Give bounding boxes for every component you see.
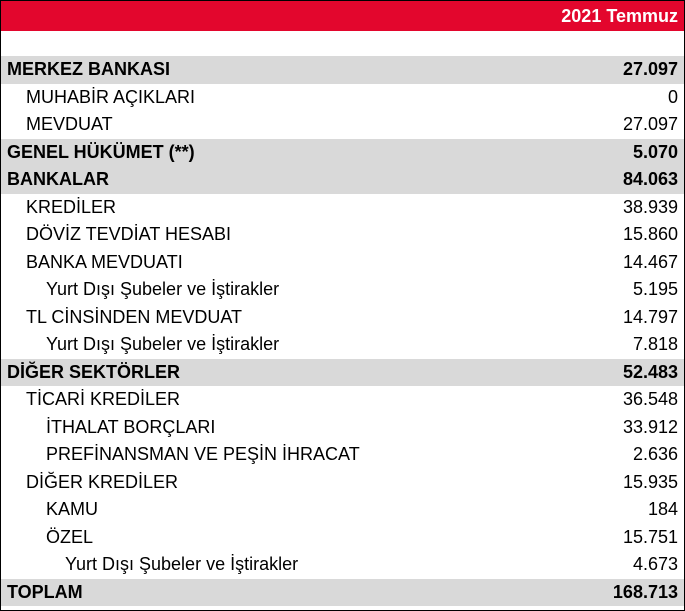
row-genel-hukumet xyxy=(1,139,684,167)
row-value: 33.912 xyxy=(622,416,678,437)
row-label: Yurt Dışı Şubeler ve İştirakler xyxy=(46,334,280,355)
row-label: KREDİLER xyxy=(26,196,117,217)
row-label: PREFİNANSMAN VE PEŞİN İHRACAT xyxy=(46,444,360,465)
period-label: 2021 Temmuz xyxy=(561,5,678,26)
row-value: 5.195 xyxy=(632,279,678,300)
row-label: BANKA MEVDUATI xyxy=(26,251,183,272)
row-mevduat xyxy=(1,111,684,139)
row-value: 7.818 xyxy=(632,334,678,355)
row-ozel xyxy=(1,524,684,552)
row-value: 0 xyxy=(667,86,678,107)
row-label: Yurt Dışı Şubeler ve İştirakler xyxy=(46,279,280,300)
row-doviz-tevdiat xyxy=(1,221,684,249)
row-bankalar xyxy=(1,166,684,194)
row-ticari-krediler xyxy=(1,386,684,414)
row-value: 15.860 xyxy=(622,224,678,245)
row-tl-cinsinden-mevduat xyxy=(1,304,684,332)
row-value: 38.939 xyxy=(622,196,678,217)
row-toplam xyxy=(1,579,684,607)
row-label: DİĞER KREDİLER xyxy=(26,471,179,492)
row-label: ÖZEL xyxy=(46,526,94,547)
row-yurt-disi-subeler xyxy=(1,331,684,359)
row-yurt-disi-subeler xyxy=(1,551,684,579)
row-muhabir-aciklari xyxy=(1,84,684,112)
row-label: MEVDUAT xyxy=(26,114,113,135)
row-value: 15.751 xyxy=(622,526,678,547)
row-value: 15.935 xyxy=(622,471,678,492)
row-value: 27.097 xyxy=(622,59,678,80)
row-value: 184 xyxy=(647,499,678,520)
row-merkez-bankasi xyxy=(1,56,684,84)
row-diger-sektorler xyxy=(1,359,684,387)
row-yurt-disi-subeler xyxy=(1,276,684,304)
row-label: İTHALAT BORÇLARI xyxy=(46,416,216,437)
row-value: 168.713 xyxy=(612,581,678,602)
row-prefinansman xyxy=(1,441,684,469)
row-banka-mevduati xyxy=(1,249,684,277)
row-label: MERKEZ BANKASI xyxy=(7,59,171,80)
row-label: KAMU xyxy=(46,499,99,520)
row-label: TİCARİ KREDİLER xyxy=(26,389,181,410)
row-label: BANKALAR xyxy=(7,169,109,190)
row-label: TL CİNSİNDEN MEVDUAT xyxy=(26,306,243,327)
row-value: 52.483 xyxy=(622,361,678,382)
row-label: Yurt Dışı Şubeler ve İştirakler xyxy=(65,554,299,575)
row-kamu xyxy=(1,496,684,524)
row-label: TOPLAM xyxy=(7,581,83,602)
row-label: DÖVİZ TEVDİAT HESABI xyxy=(26,224,232,245)
row-label: DİĞER SEKTÖRLER xyxy=(7,361,181,382)
row-krediler xyxy=(1,194,684,222)
row-ithalat-borclari xyxy=(1,414,684,442)
row-value: 5.070 xyxy=(632,141,678,162)
row-label: GENEL HÜKÜMET (**) xyxy=(7,141,195,162)
row-label: MUHABİR AÇIKLARI xyxy=(26,86,196,107)
row-value: 14.467 xyxy=(622,251,678,272)
row-value: 2.636 xyxy=(632,444,678,465)
header-spacer xyxy=(1,31,684,56)
row-value: 4.673 xyxy=(632,554,678,575)
row-value: 14.797 xyxy=(622,306,678,327)
row-diger-krediler xyxy=(1,469,684,497)
table-header xyxy=(1,1,684,31)
row-value: 84.063 xyxy=(622,169,678,190)
row-value: 36.548 xyxy=(622,389,678,410)
row-value: 27.097 xyxy=(622,114,678,135)
